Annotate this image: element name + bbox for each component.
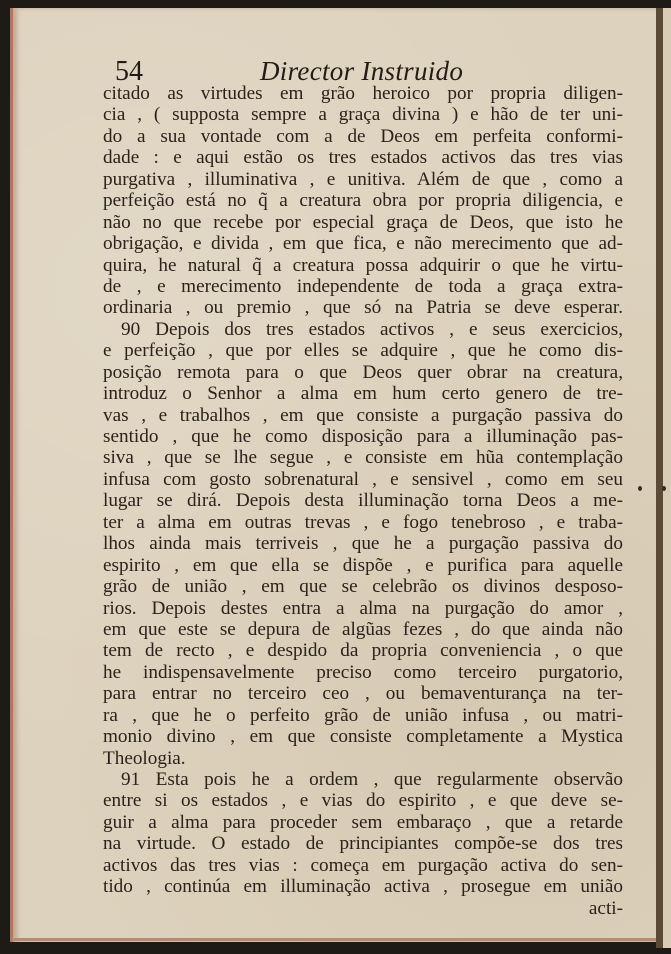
- text-line: tem de recto , e despido da propria conveniencia , o que: [103, 640, 623, 662]
- text-line: sentido , que he como disposição para a illuminação pas-: [103, 426, 623, 447]
- text-line: ter a alma em outras trevas , e fogo tenebroso , e traba-: [103, 511, 623, 533]
- text-line: ordinaria , ou premio , que só na Patria se deve esperar.: [103, 297, 623, 319]
- text-line: de , e merecimento independente de toda a graça extra-: [103, 275, 623, 297]
- body-text: [103, 83, 623, 919]
- text-line: grão de união , em que se celebrão os divinos desposo-: [103, 576, 623, 598]
- text-line: citado as virtudes em grão heroico por propria diligen-: [103, 83, 623, 104]
- page-edge: [12, 938, 658, 941]
- text-line: para entrar no terceiro ceo , ou bemaventurança na ter-: [103, 683, 623, 705]
- text-line: cia , ( supposta sempre a graça divina ) e hão de ter uni-: [103, 104, 623, 126]
- text-line: vas , e trabalhos , em que consiste a purgação passiva do: [103, 404, 623, 426]
- text-line: perfeição está no q̃ a creatura obra por propria diligencia, e: [103, 190, 623, 212]
- text-line: posição remota para o que Deos quer obrar na creatura,: [103, 361, 623, 383]
- text-line: introduz o Senhor a alma em hum certo genero de tre-: [103, 383, 623, 405]
- text-line: lhos ainda mais terriveis , que he a purgação passiva do: [103, 533, 623, 555]
- text-line: espirito , em que ella se dispõe , e purifica para aquelle: [103, 554, 623, 576]
- text-line: Theologia.: [103, 747, 186, 769]
- book-gutter: [656, 8, 663, 948]
- adjacent-page-edge: [663, 8, 671, 948]
- text-line: activos das tres vias : começa em purgação activa do sen-: [103, 854, 623, 876]
- text-line: infusa com gosto sobrenatural , e sensivel , como em seu: [103, 468, 623, 490]
- text-line: do a sua vontade com a de Deos em perfeita conformi-: [103, 125, 623, 147]
- page-number: 54: [115, 56, 143, 87]
- text-line: obrigação, e divida , em que fica, e não merecimento que ad-: [103, 233, 623, 255]
- text-line: ra , que he o perfeito grão de união infusa , ou matri-: [103, 704, 623, 726]
- text-line: 90 Depois dos tres estados activos , e seus exercicios,: [121, 318, 623, 340]
- text-line: tido , continúa em illuminação activa , prosegue em união: [103, 876, 623, 898]
- running-title: Director Instruido: [260, 56, 464, 86]
- text-line: acti-: [588, 897, 623, 919]
- text-line: na virtude. O estado de principiantes compõe-se dos tres: [103, 833, 623, 855]
- text-line: lugar se dirá. Depois desta illuminação torna Deos a me-: [103, 490, 623, 512]
- text-line: siva , que se lhe segue , e consiste em hũa contemplação: [103, 447, 623, 469]
- text-line: e perfeição , que por elles se adquire , que he como dis-: [103, 340, 623, 362]
- text-line: guir a alma para proceder sem embaraço , que a retarde: [103, 811, 623, 833]
- ink-spot: [638, 486, 642, 491]
- text-line: purgativa , illuminativa , e unitiva. Além de que , como a: [103, 168, 623, 190]
- text-line: monio divino , em que consiste completamente a Mystica: [103, 726, 623, 748]
- text-line: 91 Esta pois he a ordem , que regularmente observão: [121, 769, 623, 790]
- text-line: he indispensavelmente preciso como terceiro purgatorio,: [103, 661, 623, 683]
- text-line: quira, he natural q̃ a creatura possa adquirir o que he virtu-: [103, 254, 623, 276]
- text-line: dade : e aqui estão os tres estados activos das tres vias: [103, 147, 623, 169]
- text-line: não no que recebe por especial graça de Deos, que isto he: [103, 211, 623, 233]
- text-line: em que este se depura de algũas fezes , do que ainda não: [103, 618, 623, 640]
- text-line: rios. Depois destes entra a alma na purgação do amor ,: [103, 597, 623, 619]
- ink-spot: [662, 486, 666, 491]
- text-line: entre si os estados , e vias do espirito , e que deve se-: [103, 790, 623, 812]
